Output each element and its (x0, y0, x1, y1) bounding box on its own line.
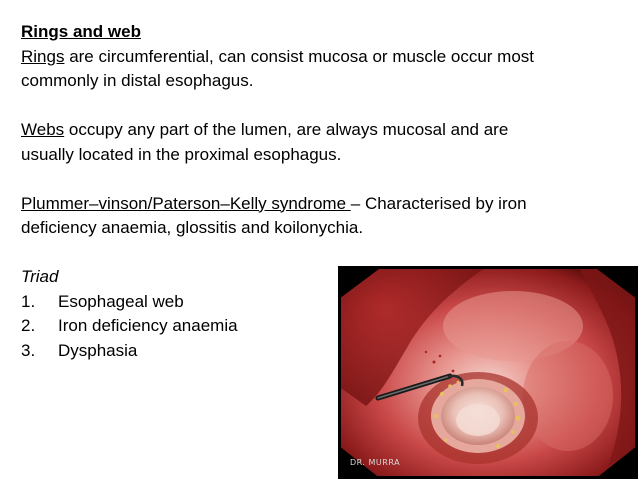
image-watermark: DR. MURRA (350, 458, 401, 467)
endoscopy-image (338, 266, 638, 479)
triad-item-text: Esophageal web (58, 291, 184, 311)
endoscopic-view-of-esophageal-web (338, 266, 638, 479)
syndrome-description: – Characterised by iron (350, 193, 527, 213)
slide-title: Rings and web (21, 22, 141, 41)
triad-item-number: 2. (21, 316, 36, 335)
syndrome-term: Plummer–vinson/Paterson–Kelly syndrome (21, 193, 351, 213)
rings-paragraph-line-1 (21, 45, 621, 70)
syndrome-paragraph-line-2: deficiency anaemia, glossitis and koilonychia. (21, 218, 364, 237)
spacer (21, 241, 621, 266)
spacer (21, 167, 621, 192)
spacer (21, 94, 621, 119)
triad-heading: Triad (21, 267, 59, 286)
syndrome-paragraph-line-1 (21, 192, 621, 217)
triad-item-text: Iron deficiency anaemia (58, 316, 238, 335)
triad-item-text: Dysphasia (58, 340, 138, 360)
rings-description: are circumferential, can consist mucosa or muscle occur most (64, 46, 535, 66)
webs-paragraph-line-1 (21, 118, 621, 143)
webs-description: occupy any part of the lumen, are always mucosal and are (64, 120, 509, 139)
triad-item-number: 3. (21, 340, 36, 360)
webs-paragraph-line-2: usually located in the proximal esophagus. (21, 144, 342, 164)
triad-item-number: 1. (21, 291, 36, 311)
webs-term: Webs (21, 120, 65, 139)
rings-term: Rings (21, 46, 65, 66)
rings-paragraph-line-2: commonly in distal esophagus. (21, 71, 254, 90)
